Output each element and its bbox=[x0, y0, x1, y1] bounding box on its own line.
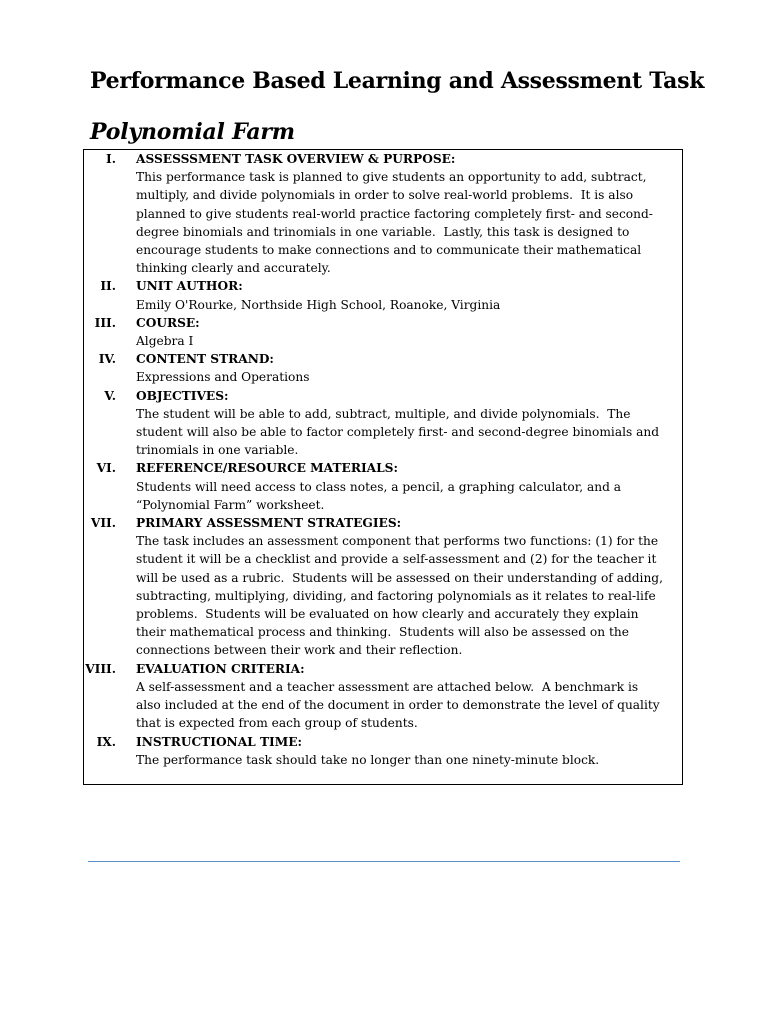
section-number: V. bbox=[104, 388, 116, 403]
section-number: I. bbox=[106, 152, 116, 166]
section-number: III. bbox=[94, 315, 116, 330]
section-heading: CONTENT STRAND: bbox=[136, 352, 274, 367]
section-body: Emily O'Rourke, Northside High School, Roanoke, Virginia bbox=[136, 297, 501, 312]
footer-divider bbox=[88, 861, 680, 862]
task-overview-box bbox=[83, 149, 683, 785]
section-body: Algebra I bbox=[136, 334, 194, 349]
section-heading: COURSE: bbox=[136, 315, 200, 330]
section-body: Students will need access to class notes, a pencil, a graphing calculator, and a “Polynomial Farm” worksheet. bbox=[136, 479, 622, 512]
section-body: The performance task should take no longer than one ninety-minute block. bbox=[136, 752, 600, 767]
section-heading: PRIMARY ASSESSMENT STRATEGIES: bbox=[136, 516, 402, 531]
page-title: Performance Based Learning and Assessment Task bbox=[90, 68, 705, 94]
section-unit-author bbox=[84, 277, 682, 313]
section-evaluation-criteria bbox=[84, 660, 682, 733]
section-heading: ASSESSSMENT TASK OVERVIEW & PURPOSE: bbox=[136, 152, 456, 166]
section-instructional-time bbox=[84, 733, 682, 769]
section-heading: EVALUATION CRITERIA: bbox=[136, 661, 305, 676]
section-body: The task includes an assessment component that performs two functions: (1) for the student it will be a checklist and provide a self-assessment and (2) for the teacher it will be used as a rubric. Students will be assessed on their understanding of adding, subtracting, multiplying, dividing, and factoring polynomials as it relates to real-life problems. Students will be evaluated on how clearly and accurately they explain their mathematical process and thinking. Students will also be assessed on the connections between their work and their reflection. bbox=[136, 534, 663, 658]
section-body: A self-assessment and a teacher assessment are attached below. A benchmark is also included at the end of the document in order to demonstrate the level of quality that is expected from each group of students. bbox=[136, 679, 660, 731]
section-body: The student will be able to add, subtract, multiple, and divide polynomials. The student will also be able to factor completely first- and second-degree binomials and trinomials in one variable. bbox=[136, 406, 660, 458]
section-heading: INSTRUCTIONAL TIME: bbox=[136, 734, 303, 749]
section-content-strand bbox=[84, 350, 682, 386]
section-number: IX. bbox=[96, 734, 116, 749]
section-number: II. bbox=[100, 279, 116, 294]
section-number: IV. bbox=[98, 352, 116, 367]
section-heading: REFERENCE/RESOURCE MATERIALS: bbox=[136, 461, 398, 476]
section-body: This performance task is planned to give students an opportunity to add, subtract, multiply, and divide polynomials in order to solve real-world problems. It is also planned to give students real-world practice factoring completely first- and second- degree binomials and trinomials in one variable. Lastly, this task is designed to encourage students to make connections and to communicate their mathematical thinking clearly and accurately. bbox=[136, 170, 653, 276]
section-course bbox=[84, 314, 682, 350]
section-reference-materials bbox=[84, 459, 682, 514]
section-assessment-strategies bbox=[84, 514, 682, 660]
task-subtitle: Polynomial Farm bbox=[90, 119, 295, 145]
section-number: VII. bbox=[90, 516, 116, 531]
section-body: Expressions and Operations bbox=[136, 370, 310, 385]
section-number: VI. bbox=[96, 461, 116, 476]
section-objectives bbox=[84, 387, 682, 460]
section-overview-purpose bbox=[84, 150, 682, 277]
section-heading: UNIT AUTHOR: bbox=[136, 279, 243, 294]
section-heading: OBJECTIVES: bbox=[136, 388, 229, 403]
section-number: VIII. bbox=[85, 661, 116, 676]
